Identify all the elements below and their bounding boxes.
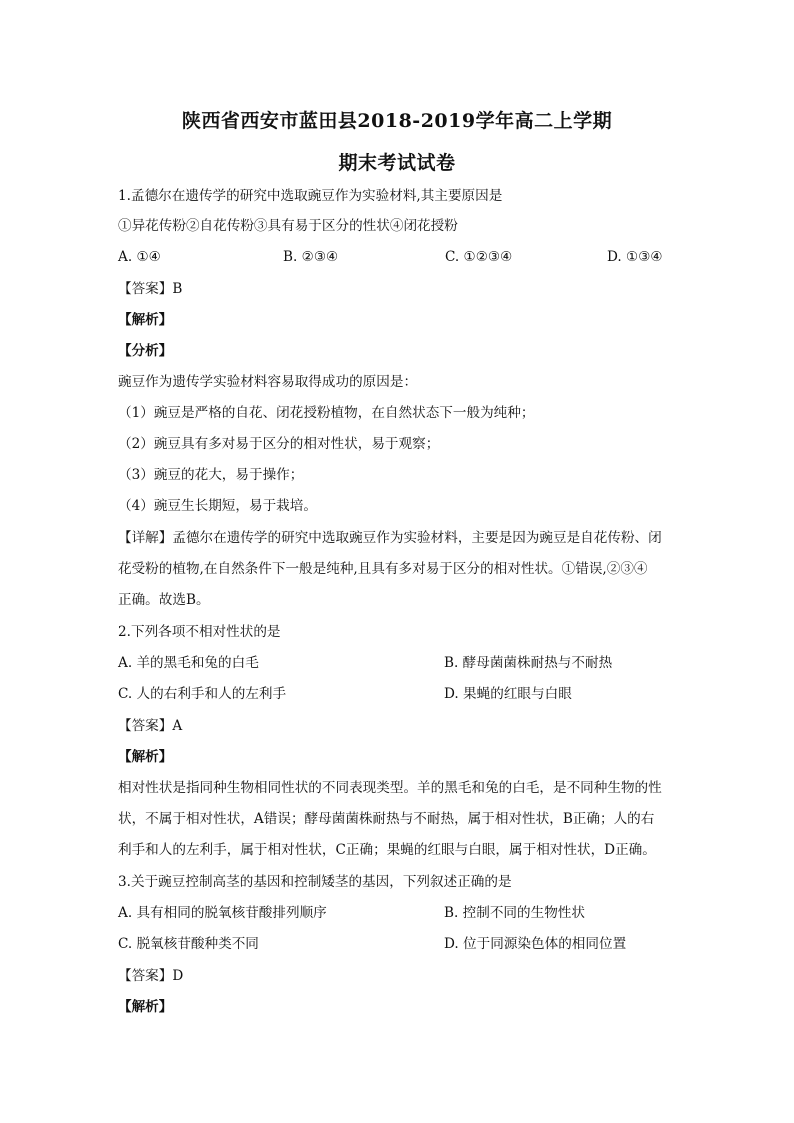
q1-option-a: A. ①④	[118, 249, 161, 265]
q2-analysis-line-3: 利手和人的左利手，属于相对性状，C正确；果蝇的红眼与白眼，属于相对性状，D正确。	[118, 842, 656, 858]
q3-answer: 【答案】D	[118, 968, 184, 984]
q1-reason-1: （1）豌豆是严格的自花、闭花授粉植物，在自然状态下一般为纯种；	[118, 405, 535, 421]
q2-analysis-line-2: 状，不属于相对性状，A错误；酵母菌菌株耐热与不耐热，属于相对性状，B正确；人的右	[118, 811, 655, 827]
q1-answer: 【答案】B	[118, 281, 183, 297]
q1-detail-line-3: 正确。故选B。	[118, 592, 210, 608]
q1-fenxi-label: 【分析】	[118, 343, 173, 359]
exam-title-line1: 陕西省西安市蓝田县2018-2019学年高二上学期	[181, 110, 613, 132]
q3-option-a: A. 具有相同的脱氧核苷酸排列顺序	[118, 905, 327, 921]
q3-option-d: D. 位于同源染色体的相同位置	[444, 936, 627, 952]
q3-option-c: C. 脱氧核苷酸种类不同	[118, 936, 259, 952]
q3-analysis-label: 【解析】	[118, 999, 173, 1015]
q1-detail-line-1: 【详解】孟德尔在遗传学的研究中选取豌豆作为实验材料，主要是因为豌豆是自花传粉、闭	[118, 530, 662, 546]
q2-analysis-line-1: 相对性状是指同种生物相同性状的不同表现类型。羊的黑毛和兔的白毛，是不同种生物的性	[118, 780, 662, 796]
q2-stem: 2.下列各项不相对性状的是	[118, 624, 281, 640]
q1-detail-line-2: 花受粉的植物,在自然条件下一般是纯种,且具有多对易于区分的相对性状。①错误,②③④	[118, 561, 648, 577]
q1-option-d: D. ①③④	[607, 249, 663, 265]
q3-option-b: B. 控制不同的生物性状	[444, 905, 585, 921]
q1-reason-3: （3）豌豆的花大，易于操作；	[118, 467, 304, 483]
q3-stem: 3.关于豌豆控制高茎的基因和控制矮茎的基因，下列叙述正确的是	[118, 874, 512, 890]
q1-reason-2: （2）豌豆具有多对易于区分的相对性状，易于观察；	[118, 436, 440, 452]
q1-stem: 1.孟德尔在遗传学的研究中选取豌豆作为实验材料,其主要原因是	[118, 188, 503, 204]
q1-reason-4: （4）豌豆生长期短，易于栽培。	[118, 498, 317, 514]
q2-answer: 【答案】A	[118, 718, 183, 734]
q1-option-c: C. ①②③④	[445, 249, 513, 265]
q1-statements: ①异花传粉②自花传粉③具有易于区分的性状④闭花授粉	[118, 218, 458, 234]
q1-analysis-label: 【解析】	[118, 312, 173, 328]
q2-option-b: B. 酵母菌菌株耐热与不耐热	[444, 655, 613, 671]
q2-option-d: D. 果蝇的红眼与白眼	[444, 686, 572, 702]
q2-analysis-label: 【解析】	[118, 749, 173, 765]
q1-fenxi-intro: 豌豆作为遗传学实验材料容易取得成功的原因是：	[118, 374, 418, 390]
q2-option-a: A. 羊的黑毛和兔的白毛	[118, 655, 259, 671]
q1-option-b: B. ②③④	[283, 249, 339, 265]
q2-option-c: C. 人的右利手和人的左利手	[118, 686, 287, 702]
exam-title-line2: 期末考试试卷	[338, 152, 456, 174]
